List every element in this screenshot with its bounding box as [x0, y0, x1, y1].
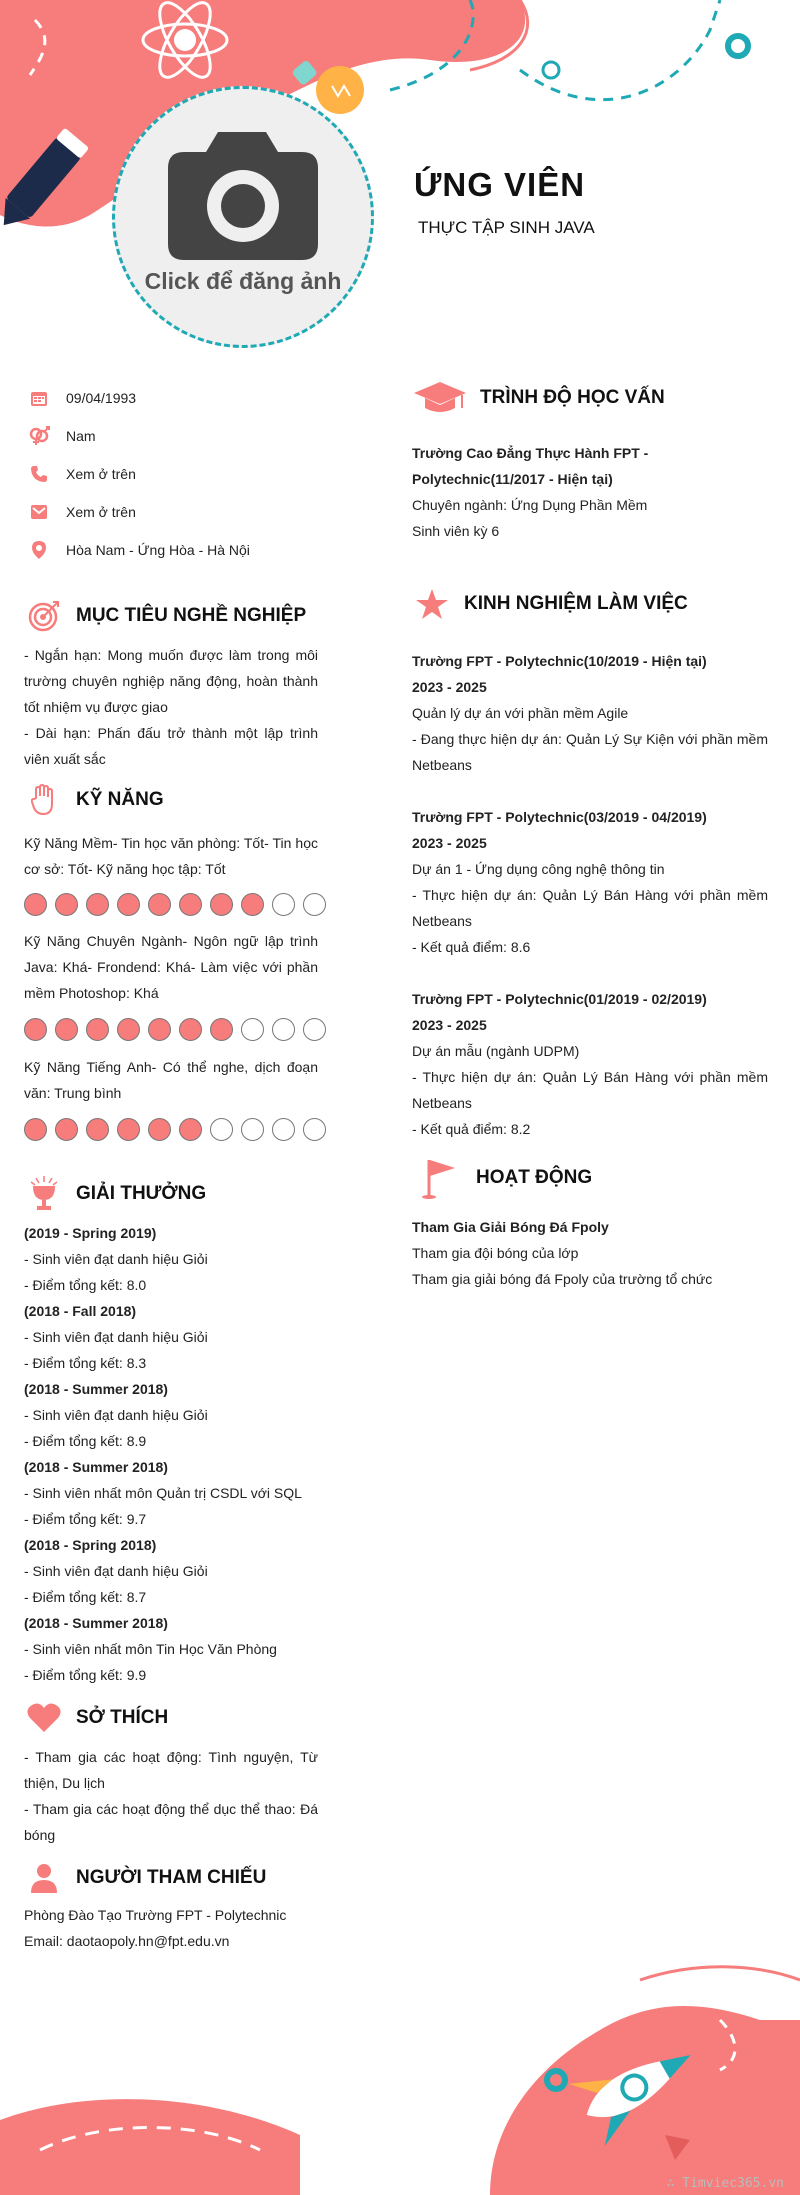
award-desc: - Sinh viên nhất môn Tin Học Văn Phòng: [24, 1641, 277, 1657]
section-career-goal-header: [24, 596, 306, 636]
section-title: GIẢI THƯỞNG: [76, 1183, 207, 1204]
experience-line: Quản lý dự án với phần mềm Agile: [412, 705, 629, 721]
award-desc: - Sinh viên đạt danh hiệu Giỏi: [24, 1407, 208, 1423]
award-score: - Điểm tổng kết: 9.9: [24, 1667, 147, 1683]
experience-line: - Thực hiện dự án: Quản Lý Bán Hàng với phần mềm Netbeans: [412, 1069, 768, 1111]
flag-icon: [418, 1158, 464, 1198]
rating-dot-empty: [272, 1018, 295, 1041]
award-term: (2018 - Spring 2018): [24, 1537, 157, 1553]
rating-dot-filled: [86, 1018, 109, 1041]
section-experience-header: [412, 584, 772, 624]
rating-dot-filled: [117, 893, 140, 916]
rating-dot-filled: [148, 893, 171, 916]
footer-decoration: [0, 1960, 800, 2195]
heart-icon: [24, 1698, 64, 1738]
experience-line: - Kết quả điểm: 8.6: [412, 939, 531, 955]
education-school: Trường Cao Đẳng Thực Hành FPT - Polytechnic(11/2017 - Hiện tại): [412, 445, 649, 487]
contact-text: Xem ở trên: [66, 466, 136, 482]
experience-org: Trường FPT - Polytechnic(10/2019 - Hiện tại): [412, 653, 707, 669]
awards-list: [24, 1220, 324, 1688]
experience-item: [412, 986, 768, 1142]
award-term: (2018 - Summer 2018): [24, 1615, 168, 1631]
rating-dot-filled: [55, 1018, 78, 1041]
rating-dot-empty: [210, 1118, 233, 1141]
experience-line: - Đang thực hiện dự án: Quản Lý Sự Kiện với phần mềm Netbeans: [412, 731, 768, 773]
rating-dot-filled: [179, 1018, 202, 1041]
location-icon: [28, 539, 50, 561]
rating-dot-filled: [86, 1118, 109, 1141]
section-skills-header: [24, 780, 164, 820]
rating-dot-empty: [241, 1118, 264, 1141]
award-score: - Điểm tổng kết: 8.3: [24, 1355, 147, 1371]
rating-dot-empty: [303, 893, 326, 916]
activities-details: [412, 1214, 772, 1292]
candidate-position: THỰC TẬP SINH JAVA: [418, 218, 595, 237]
award-item: [24, 1454, 324, 1532]
rating-dot-filled: [210, 893, 233, 916]
section-references-header: [24, 1858, 266, 1898]
award-desc: - Sinh viên đạt danh hiệu Giỏi: [24, 1251, 208, 1267]
rating-dot-filled: [24, 893, 47, 916]
section-title: SỞ THÍCH: [76, 1707, 169, 1728]
skill-rating: [24, 1018, 326, 1041]
candidate-name: ỨNG VIÊN: [414, 166, 586, 203]
career-goal-text: [24, 642, 318, 772]
education-term: Sinh viên kỳ 6: [412, 523, 500, 539]
contact-address: [28, 538, 348, 562]
award-term: (2018 - Fall 2018): [24, 1303, 137, 1319]
contact-text: Xem ở trên: [66, 504, 136, 520]
reference-line: Phòng Đào Tạo Trường FPT - Polytechnic: [24, 1907, 287, 1923]
experience-item: [412, 648, 768, 778]
career-goal-line: - Ngắn hạn: Mong muốn được làm trong môi trường chuyên nghiệp năng động, hoàn thành tốt nhiệm vụ được giao: [24, 647, 318, 715]
experience-years: 2023 - 2025: [412, 835, 487, 851]
award-score: - Điểm tổng kết: 8.0: [24, 1277, 147, 1293]
hobby-line: - Tham gia các hoạt động: Tình nguyện, Từ thiện, Du lịch: [24, 1749, 318, 1791]
section-title: KINH NGHIỆM LÀM VIỆC: [464, 593, 688, 614]
award-item: [24, 1376, 324, 1454]
award-item: [24, 1610, 324, 1688]
section-title: NGƯỜI THAM CHIẾU: [76, 1867, 267, 1888]
contact-phone: [28, 462, 348, 486]
references-text: [24, 1902, 324, 1954]
award-item: [24, 1220, 324, 1298]
contact-text: Hòa Nam - Ứng Hòa - Hà Nội: [66, 542, 250, 558]
section-title: MỤC TIÊU NGHỀ NGHIỆP: [76, 605, 307, 626]
section-title: KỸ NĂNG: [76, 789, 164, 810]
skill-text: Kỹ Năng Chuyên Ngành- Ngôn ngữ lập trình Java: Khá- Frondend: Khá- Làm việc với phần mềm Photoshop: Khá: [24, 933, 318, 1001]
experience-org: Trường FPT - Polytechnic(01/2019 - 02/2019): [412, 991, 707, 1007]
rating-dot-filled: [210, 1018, 233, 1041]
rating-dot-filled: [148, 1118, 171, 1141]
watermark: ∴ Timviec365.vn: [666, 2176, 784, 2191]
award-term: (2018 - Summer 2018): [24, 1459, 168, 1475]
rating-dot-filled: [241, 893, 264, 916]
rating-dot-filled: [148, 1018, 171, 1041]
career-goal-line: - Dài hạn: Phấn đấu trở thành một lập trình viên xuất sắc: [24, 725, 318, 767]
reference-line: Email: daotaopoly.hn@fpt.edu.vn: [24, 1933, 230, 1949]
contact-email: [28, 500, 348, 524]
award-desc: - Sinh viên đạt danh hiệu Giỏi: [24, 1563, 208, 1579]
target-icon: [24, 596, 64, 636]
skill-rating: [24, 1118, 326, 1141]
experience-item: [412, 804, 768, 960]
graduation-cap-icon: [412, 378, 468, 418]
calendar-icon: [28, 387, 50, 409]
rating-dot-filled: [179, 1118, 202, 1141]
rating-dot-empty: [272, 1118, 295, 1141]
trophy-icon: [24, 1174, 64, 1214]
award-item: [24, 1532, 324, 1610]
skill-rating: [24, 893, 326, 916]
rating-dot-filled: [55, 893, 78, 916]
contact-birthdate: [28, 386, 348, 410]
contact-text: 09/04/1993: [66, 390, 137, 406]
section-hobbies-header: [24, 1698, 168, 1738]
gender-icon: [28, 425, 50, 447]
section-awards-header: [24, 1174, 206, 1214]
education-details: [412, 440, 772, 544]
activity-name: Tham Gia Giải Bóng Đá Fpoly: [412, 1219, 609, 1235]
rating-dot-filled: [117, 1118, 140, 1141]
award-term: (2018 - Summer 2018): [24, 1381, 168, 1397]
hobby-line: - Tham gia các hoạt động thể dục thể thao: Đá bóng: [24, 1801, 318, 1843]
education-major: Chuyên ngành: Ứng Dụng Phần Mềm: [412, 497, 648, 513]
avatar-caption: Click để đăng ảnh: [144, 268, 342, 294]
rating-dot-empty: [303, 1018, 326, 1041]
rating-dot-empty: [241, 1018, 264, 1041]
award-term: (2019 - Spring 2019): [24, 1225, 157, 1241]
award-score: - Điểm tổng kết: 8.9: [24, 1433, 147, 1449]
section-title: TRÌNH ĐỘ HỌC VẤN: [480, 387, 665, 408]
experience-line: - Kết quả điểm: 8.2: [412, 1121, 531, 1137]
experience-years: 2023 - 2025: [412, 1017, 487, 1033]
experience-line: - Thực hiện dự án: Quản Lý Bán Hàng với phần mềm Netbeans: [412, 887, 768, 929]
contact-gender: [28, 424, 348, 448]
section-activities-header: [418, 1158, 778, 1198]
rating-dot-filled: [86, 893, 109, 916]
rating-dot-filled: [55, 1118, 78, 1141]
section-title: HOẠT ĐỘNG: [476, 1167, 593, 1188]
rating-dot-filled: [179, 893, 202, 916]
award-item: [24, 1298, 324, 1376]
rating-dot-empty: [303, 1118, 326, 1141]
rating-dot-filled: [24, 1018, 47, 1041]
experience-years: 2023 - 2025: [412, 679, 487, 695]
award-desc: - Sinh viên đạt danh hiệu Giỏi: [24, 1329, 208, 1345]
contact-text: Nam: [66, 428, 96, 444]
experience-org: Trường FPT - Polytechnic(03/2019 - 04/2019): [412, 809, 707, 825]
rating-dot-filled: [24, 1118, 47, 1141]
rating-dot-filled: [117, 1018, 140, 1041]
activity-line: Tham gia giải bóng đá Fpoly của trường tổ chức: [412, 1271, 713, 1287]
section-education-header: [412, 378, 772, 418]
activity-line: Tham gia đội bóng của lớp: [412, 1245, 579, 1261]
hand-icon: [24, 780, 64, 820]
star-icon: [412, 584, 452, 624]
skill-text: Kỹ Năng Mềm- Tin học văn phòng: Tốt- Tin học cơ sở: Tốt- Kỹ năng học tập: Tốt: [24, 835, 318, 877]
experience-line: Dự án 1 - Ứng dụng công nghệ thông tin: [412, 861, 665, 877]
hobbies-text: [24, 1744, 318, 1848]
phone-icon: [28, 463, 50, 485]
camera-icon: [166, 126, 320, 262]
award-score: - Điểm tổng kết: 8.7: [24, 1589, 147, 1605]
person-icon: [24, 1858, 64, 1898]
rating-dot-empty: [272, 893, 295, 916]
experience-line: Dự án mẫu (ngành UDPM): [412, 1043, 580, 1059]
award-desc: - Sinh viên nhất môn Quản trị CSDL với SQL: [24, 1485, 302, 1501]
skill-text: Kỹ Năng Tiếng Anh- Có thể nghe, dịch đoạn văn: Trung bình: [24, 1059, 318, 1101]
email-icon: [28, 501, 50, 523]
award-score: - Điểm tổng kết: 9.7: [24, 1511, 147, 1527]
